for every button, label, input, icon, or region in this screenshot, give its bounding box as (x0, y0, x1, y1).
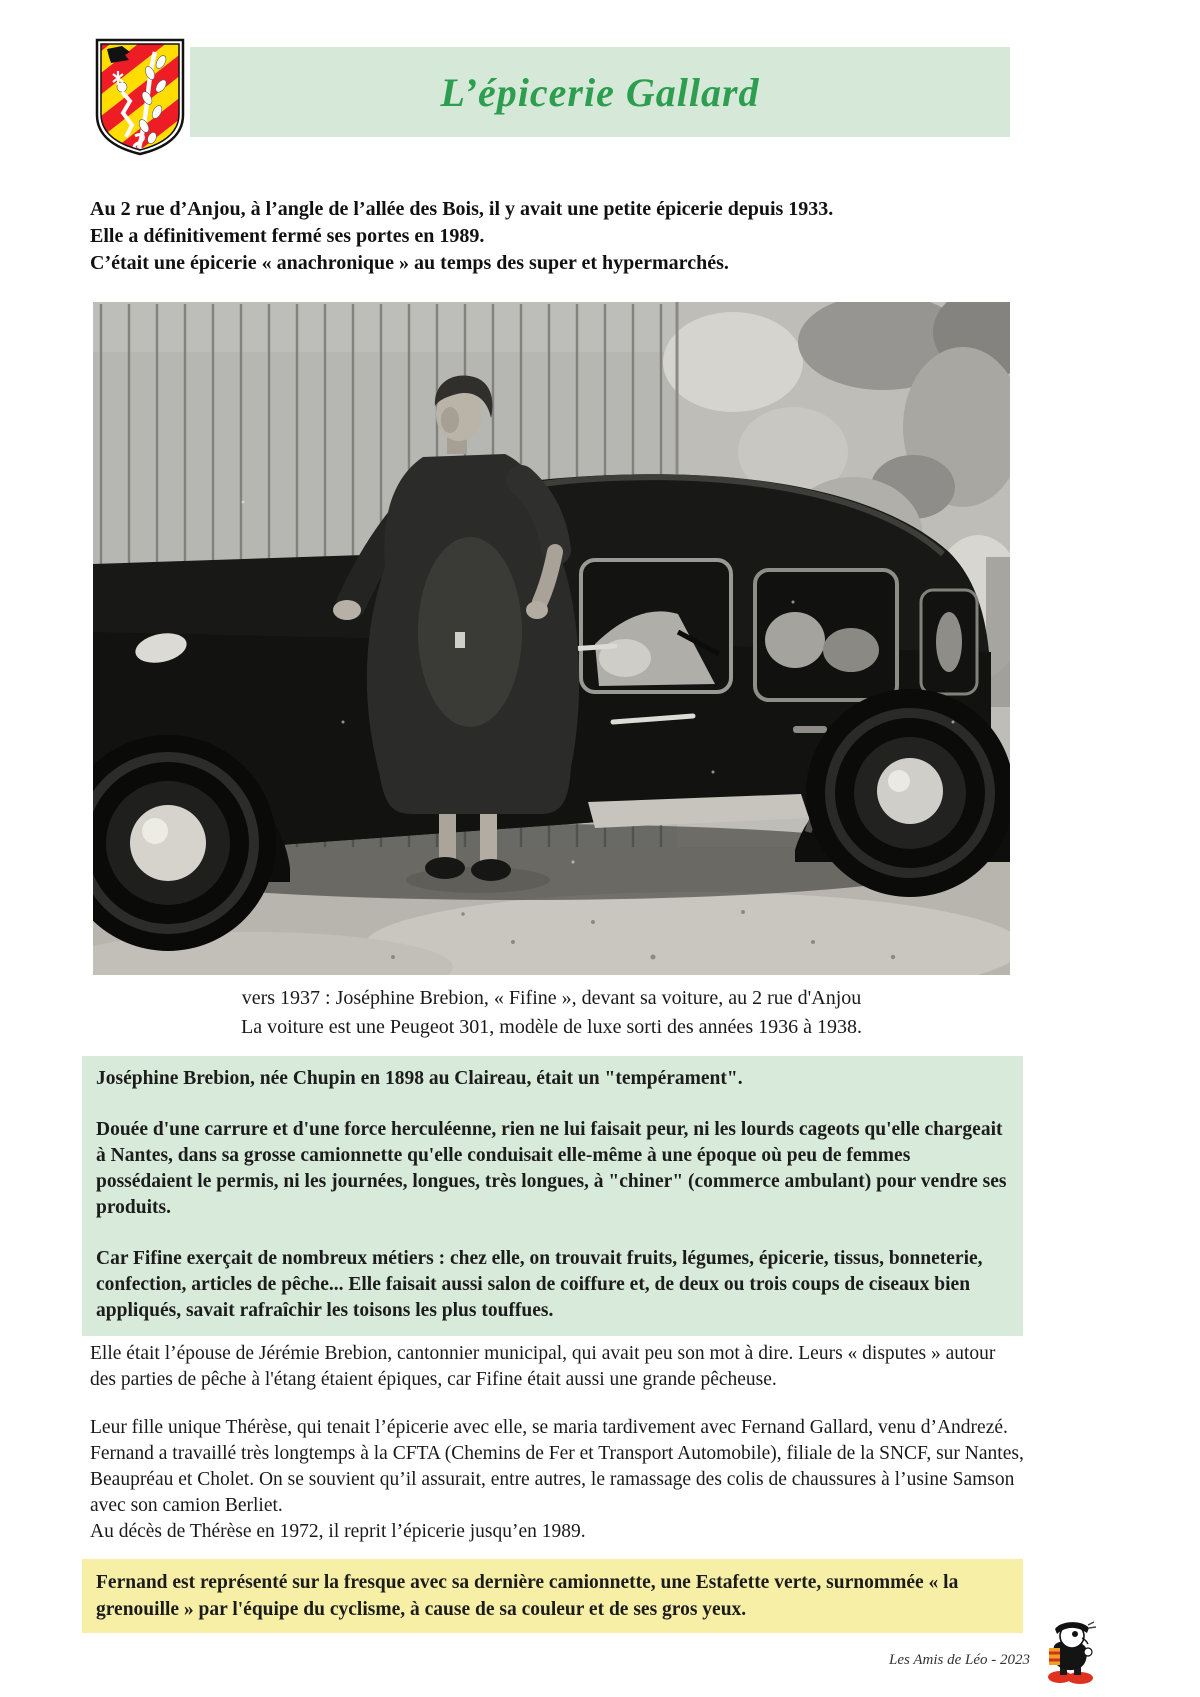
yellow-highlight-block (82, 1559, 1023, 1633)
title-banner (190, 47, 1010, 137)
heraldic-shield-icon (95, 38, 185, 156)
intro-line-3: C’était une épicerie « anachronique » au temps des super et hypermarchés. (90, 252, 729, 274)
body-paragraph-2-main: Leur fille unique Thérèse, qui tenait l’épicerie avec elle, se maria tardivement avec Fernand Gallard, venu d’Andrezé. Fernand a travaillé très longtemps à la CFTA (Chemins de Fer et Transport Automobile), filiale de la SNCF, sur Nantes, Beaupréau et Cholet. On se souvient qu’il assurait, entre autres, le ramassage des colis de chaussures à l’usine Samson avec son camion Berliet. (90, 1417, 1024, 1516)
green-paragraph-2: Douée d'une carrure et d'une force herculéenne, rien ne lui faisait peur, ni les lourds cageots qu'elle chargeait à Nantes, dans sa grosse camionnette qu'elle conduisait elle-même à une époque où peu de femmes possédaient le permis, ni les journées, longues, très longues, à "chiner" (commerce ambulant) pour vendre ses produits. (96, 1119, 1007, 1218)
photo-illustration (93, 302, 1010, 975)
intro-line-1: Au 2 rue d’Anjou, à l’angle de l’allée des Bois, il y avait une petite épicerie depuis 1933. (90, 198, 834, 220)
body-paragraph-2-last: Au décès de Thérèse en 1972, il reprit l’épicerie jusqu’en 1989. (90, 1521, 586, 1542)
door-handle (793, 726, 827, 733)
mascot-icon (1038, 1618, 1102, 1686)
page-title: L’épicerie Gallard (440, 69, 760, 115)
body-paragraph-2 (90, 1415, 1025, 1545)
green-paragraph-3: Car Fifine exerçait de nombreux métiers : chez elle, on trouvait fruits, légumes, épicerie, tissus, bonneterie, confection, articles de pêche... Elle faisait aussi salon de coiffure et, de deux ou trois coups de ciseaux bien appliqués, savait rafraîchir les toisons les plus touffues. (96, 1248, 983, 1321)
rear-wheel (806, 689, 1010, 897)
intro-line-2: Elle a définitivement fermé ses portes en 1989. (90, 225, 485, 247)
green-highlight-block (82, 1056, 1023, 1336)
caption-line-1: vers 1937 : Joséphine Brebion, « Fifine », devant sa voiture, au 2 rue d'Anjou (241, 987, 862, 1009)
crest-icon (95, 38, 185, 156)
woman-shoe-left (425, 857, 465, 879)
woman-hand (333, 600, 361, 620)
green-paragraph-1: Joséphine Brebion, née Chupin en 1898 au Claireau, était un "tempérament". (96, 1068, 743, 1089)
footer-credit: Les Amis de Léo - 2023 (889, 1652, 1030, 1668)
yellow-paragraph: Fernand est représenté sur la fresque avec sa dernière camionnette, une Estafette verte, surnommée « la grenouille » par l'équipe du cyclisme, à cause de sa couleur et de ses gros yeux. (96, 1572, 959, 1620)
photo-caption (93, 984, 1010, 1042)
intro-paragraph (90, 196, 1025, 277)
body-paragraph-1: Elle était l’épouse de Jérémie Brebion, cantonnier municipal, qui avait peu son mot à dire. Leurs « disputes » autour des parties de pêche à l'étang étaient épiques, car Fifine était aussi une grande pêcheuse. (90, 1343, 996, 1390)
photo-fifine-peugeot (93, 302, 1010, 975)
woman-shoe-right (471, 859, 511, 881)
belt-buckle (455, 632, 465, 648)
caption-line-2: La voiture est une Peugeot 301, modèle de luxe sorti des années 1936 à 1938. (241, 1016, 862, 1038)
